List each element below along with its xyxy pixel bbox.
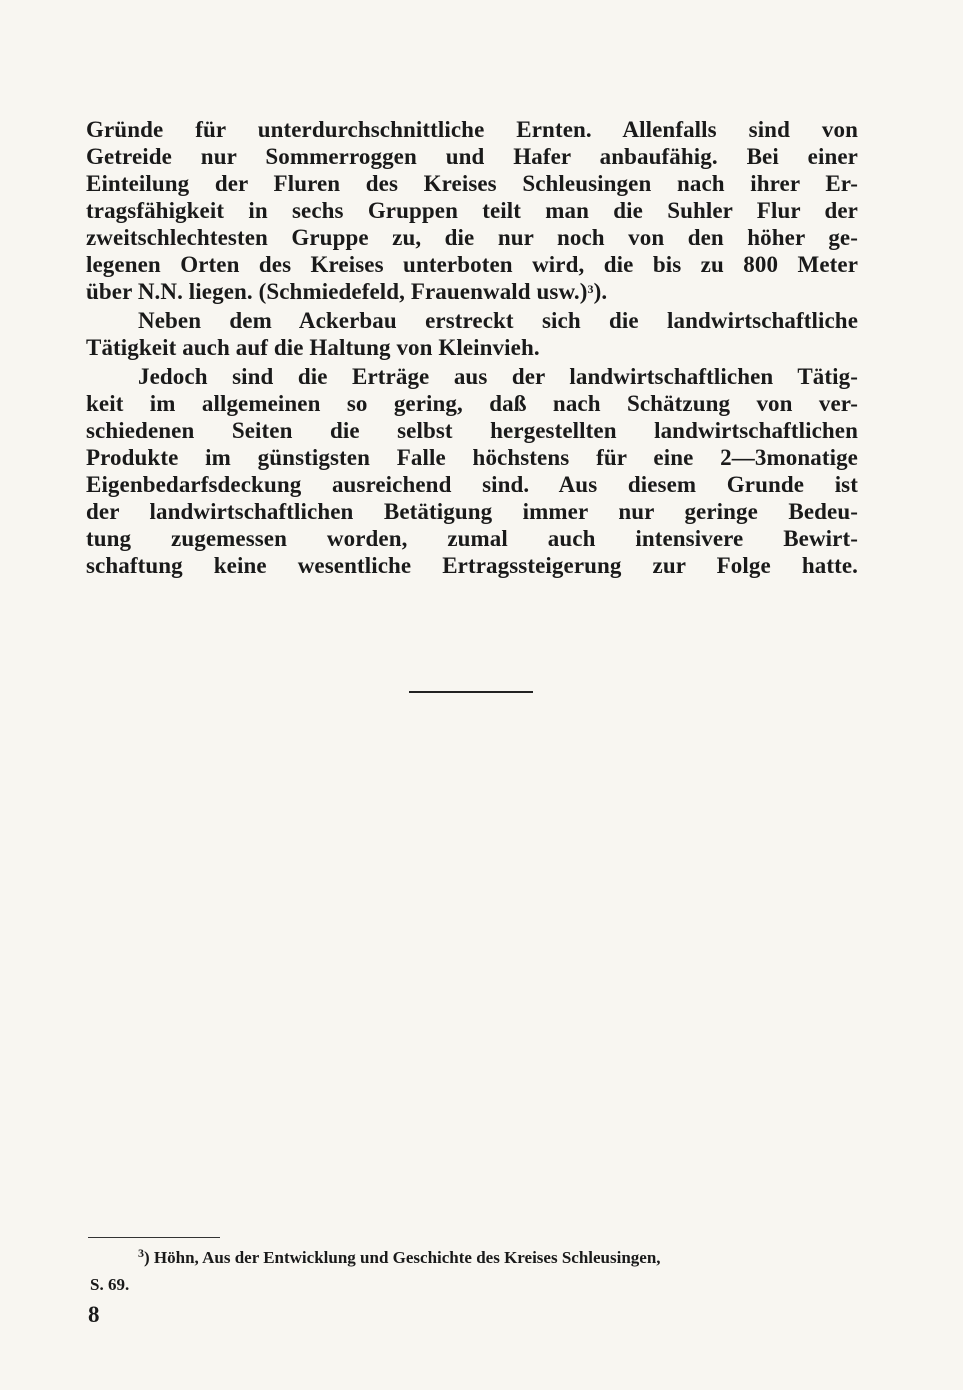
footnote-marker-close: ) [144,1248,150,1267]
text-line: tragsfähigkeit in sechs Gruppen teilt man die Suhler Flur der [86,198,858,223]
paragraph-1 [86,116,858,305]
footnote-line: S. 69. [90,1275,130,1294]
text-line: Neben dem Ackerbau erstreckt sich die landwirtschaftliche [138,308,858,333]
text-line: schaftung keine wesentliche Ertragssteigerung zur Folge hatte. [86,553,858,578]
text-line: keit im allgemeinen so gering, daß nach Schätzung von ver- [86,391,858,416]
text-line: schiedenen Seiten die selbst hergestellten landwirtschaftlichen [86,418,858,443]
text-line: Jedoch sind die Erträge aus der landwirtschaftlichen Tätig- [138,364,858,389]
text-line [86,278,858,305]
footnote-line [90,1244,862,1271]
text-line: tung zugemessen worden, zumal auch intensivere Bewirt- [86,526,858,551]
footnote-separator [88,1237,220,1238]
text-line-content: über N.N. liegen. (Schmiedefeld, Frauenwald usw.) [86,279,588,304]
paragraph-2 [86,307,858,361]
footnote-reference-trail: ). [593,279,608,304]
text-line: legenen Orten des Kreises unterboten wird, die bis zu 800 Meter [86,252,858,277]
text-line: Gründe für unterdurchschnittliche Ernten. Allenfalls sind von [86,117,858,142]
footnote-marker: 3 [138,1246,144,1260]
footnote [90,1244,862,1298]
footnote-text: Höhn, Aus der Entwicklung und Geschichte des Kreises Schleusingen, [153,1248,661,1267]
text-line: Tätigkeit auch auf die Haltung von Kleinvieh. [86,335,540,360]
text-line: Einteilung der Fluren des Kreises Schleusingen nach ihrer Er- [86,171,858,196]
text-line: Produkte im günstigsten Falle höchstens für eine 2—3monatige [86,445,858,470]
section-end-rule [409,691,533,693]
footnote-reference: 3 [587,282,594,296]
body-text [86,116,858,579]
paragraph-3 [86,363,858,579]
text-line: Eigenbedarfsdeckung ausreichend sind. Aus diesem Grunde ist [86,472,858,497]
page-number: 8 [88,1302,100,1327]
text-line: Getreide nur Sommerroggen und Hafer anbaufähig. Bei einer [86,144,858,169]
text-line: der landwirtschaftlichen Betätigung immer nur geringe Bedeu- [86,499,858,524]
text-line: zweitschlechtesten Gruppe zu, die nur noch von den höher ge- [86,225,858,250]
